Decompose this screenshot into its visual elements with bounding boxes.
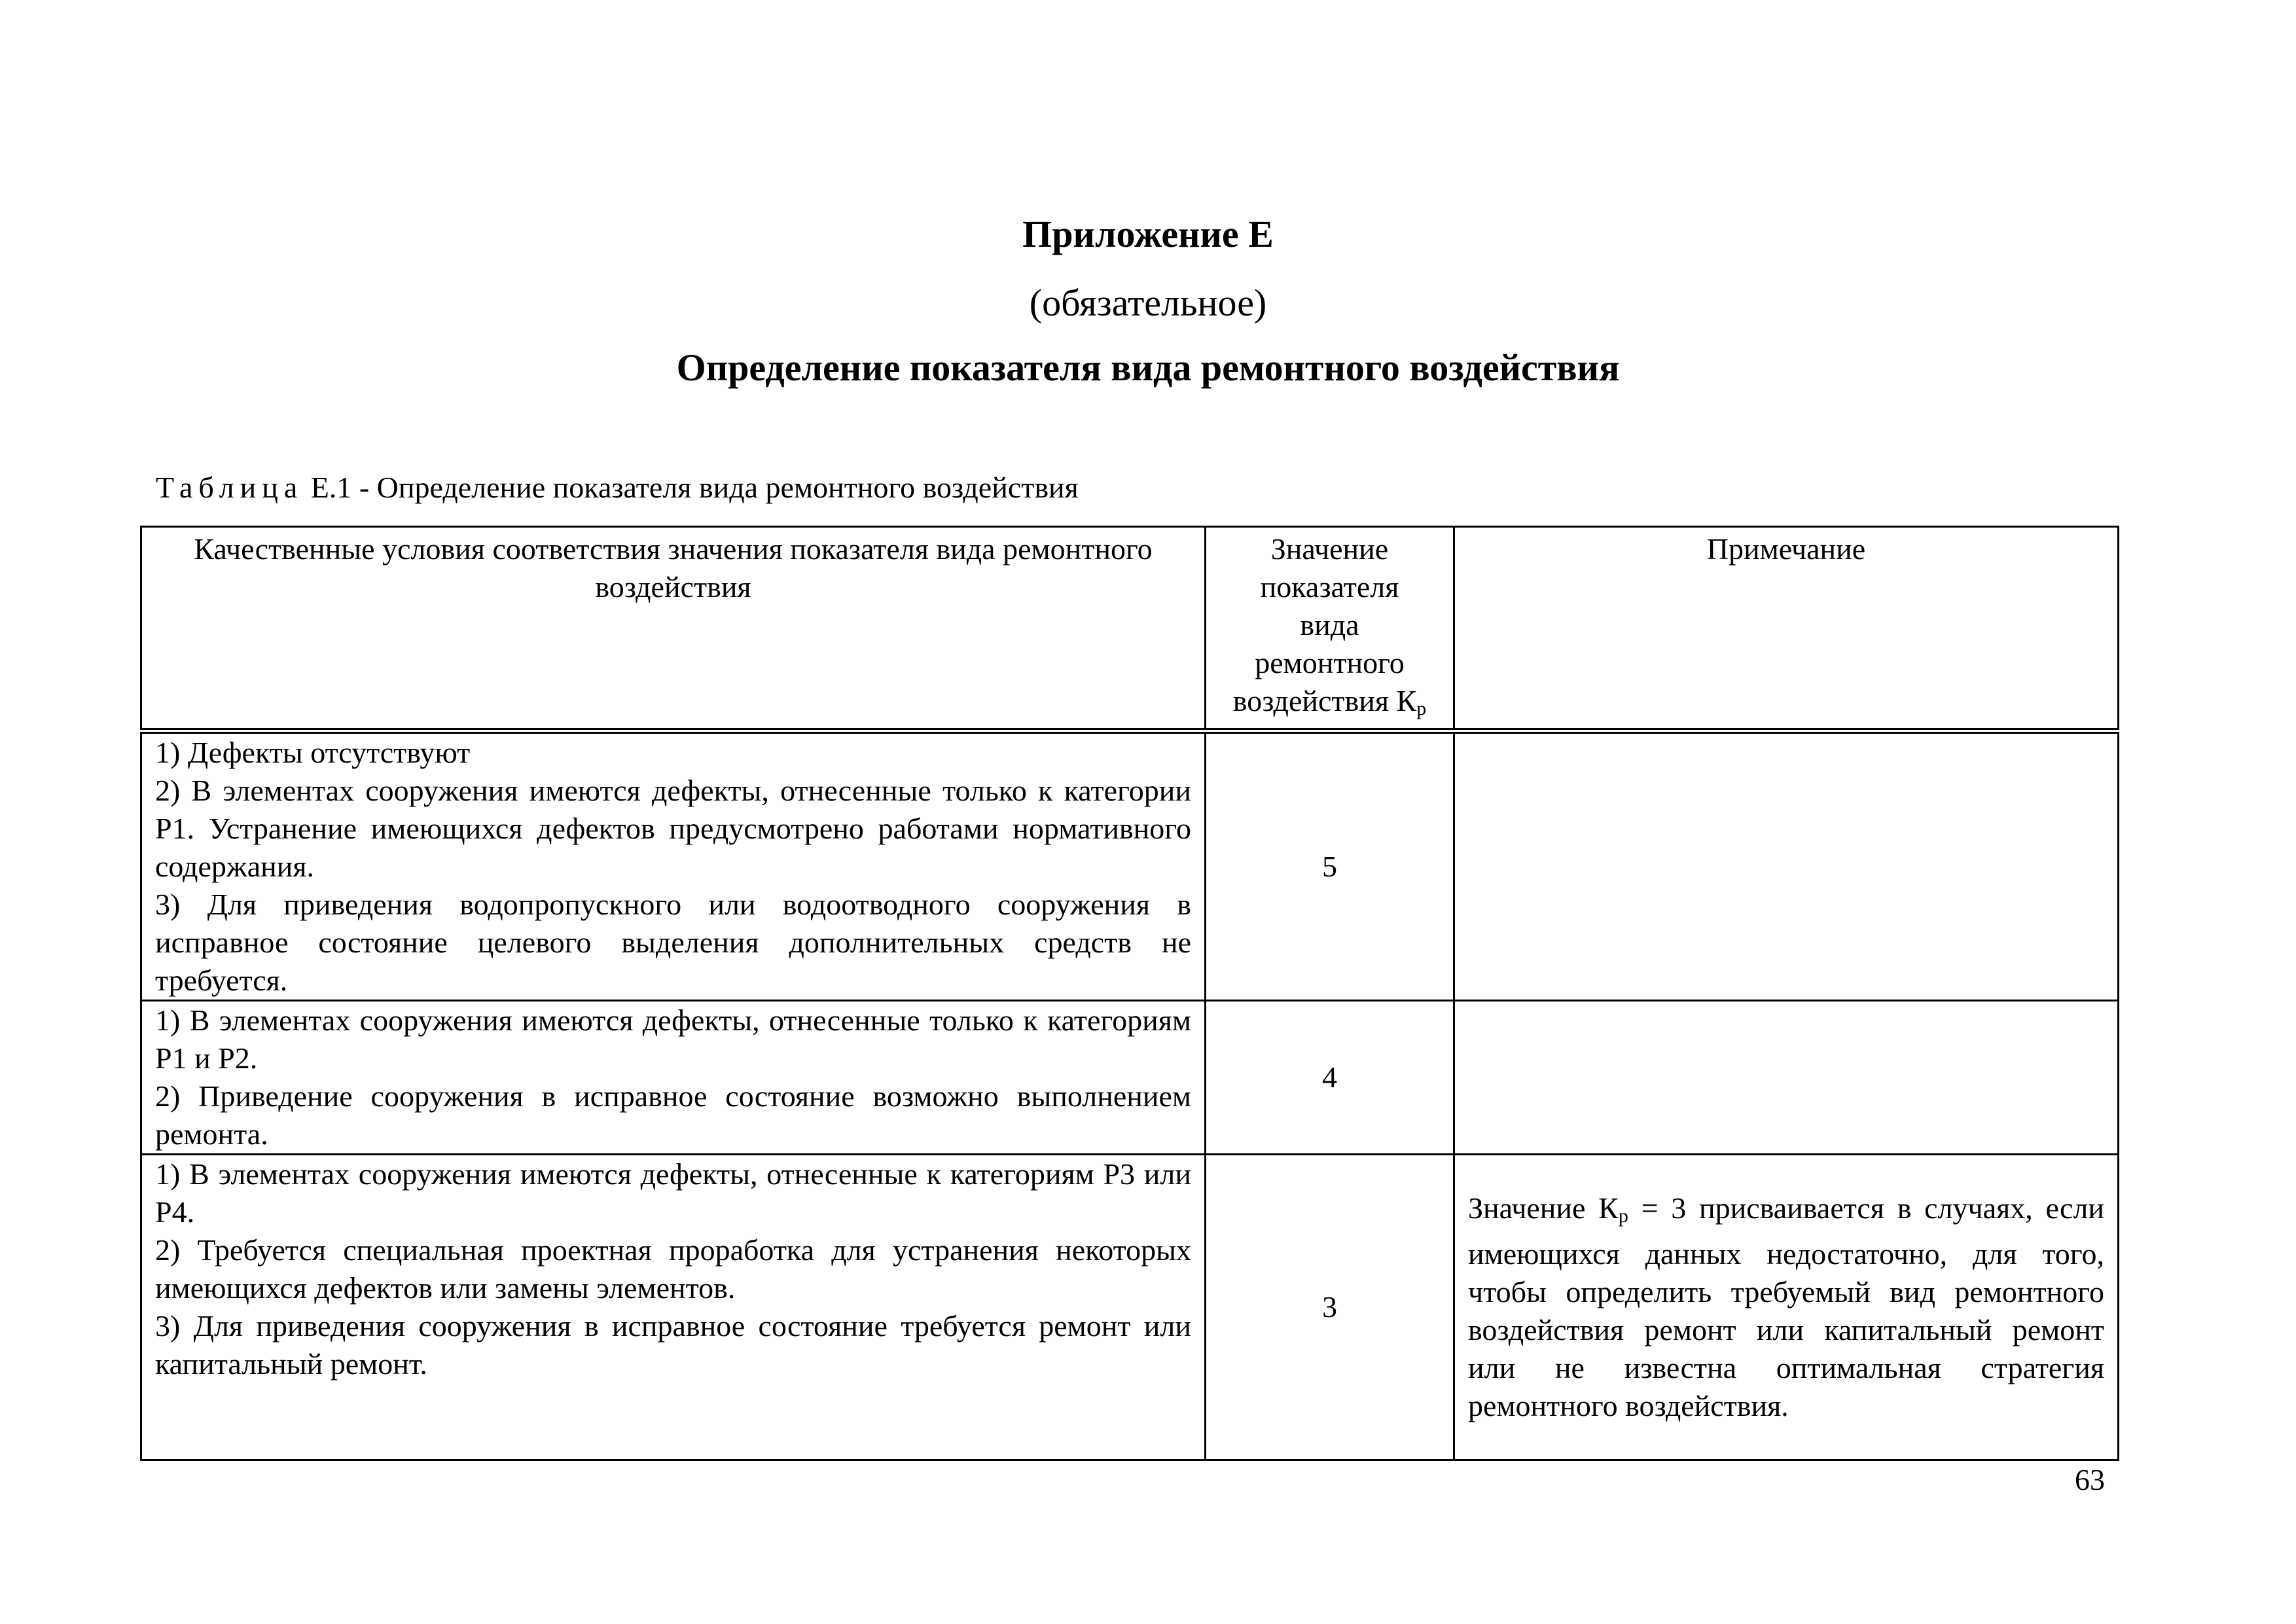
row-conditions: 1) В элементах сооружения имеются дефекты, отнесенные только к категориям Р1 и Р2. 2) Приведение сооружения в исправное состояние возможно выполнением ремонта. bbox=[141, 1001, 1206, 1155]
appendix-status: (обязательное) bbox=[1029, 281, 1267, 324]
table-caption bbox=[156, 469, 1079, 506]
table-caption-label: Таблица bbox=[156, 471, 304, 504]
table-row bbox=[141, 731, 2119, 1001]
table-header-row bbox=[141, 527, 2119, 731]
row-conditions: 1) В элементах сооружения имеются дефекты, отнесенные к категориям Р3 или Р4. 2) Требуется специальная проектная проработка для устранения некоторых имеющихся дефектов или замены элементов. 3) Для приведения сооружения в исправное состояние требуется ремонт или капитальный ремонт. bbox=[141, 1155, 1206, 1460]
row-conditions: 1) Дефекты отсутствуют 2) В элементах сооружения имеются дефекты, отнесенные только к категории Р1. Устранение имеющихся дефектов предусмотрено работами нормативного содержания. 3) Для приведения водопропускного или водоотводного сооружения в исправное состояние целевого выделения дополнительных средств не требуется. bbox=[141, 731, 1206, 1001]
repair-indicator-table bbox=[140, 526, 2119, 1461]
header-conditions: Качественные условия соответствия значения показателя вида ремонтного воздействия bbox=[141, 527, 1206, 731]
row-value: 5 bbox=[1206, 731, 1454, 1001]
row-note bbox=[1454, 731, 2119, 1001]
row-value: 4 bbox=[1206, 1001, 1454, 1155]
header-note: Примечание bbox=[1454, 527, 2119, 731]
table-row bbox=[141, 1001, 2119, 1155]
row-note bbox=[1454, 1001, 2119, 1155]
header-value: Значение показателя вида ремонтного воздействия $К_р$ bbox=[1206, 527, 1454, 731]
row-note: Значение $К_р = 3$ присваивается в случаях, если имеющихся данных недостаточно, для того, чтобы определить требуемый вид ремонтного воздействия ремонт или капитальный ремонт или не известна оптимальная стратегия ремонтного воздействия. bbox=[1454, 1155, 2119, 1460]
table-row bbox=[141, 1155, 2119, 1460]
page-number: 63 bbox=[2075, 1463, 2105, 1496]
appendix-heading: Приложение Е bbox=[1022, 213, 1274, 255]
table-caption-text: - Определение показателя вида ремонтного воздействия bbox=[359, 471, 1079, 504]
appendix-title: Определение показателя вида ремонтного воздействия bbox=[676, 346, 1620, 389]
row-value: 3 bbox=[1206, 1155, 1454, 1460]
table-caption-number: Е.1 bbox=[310, 471, 352, 504]
